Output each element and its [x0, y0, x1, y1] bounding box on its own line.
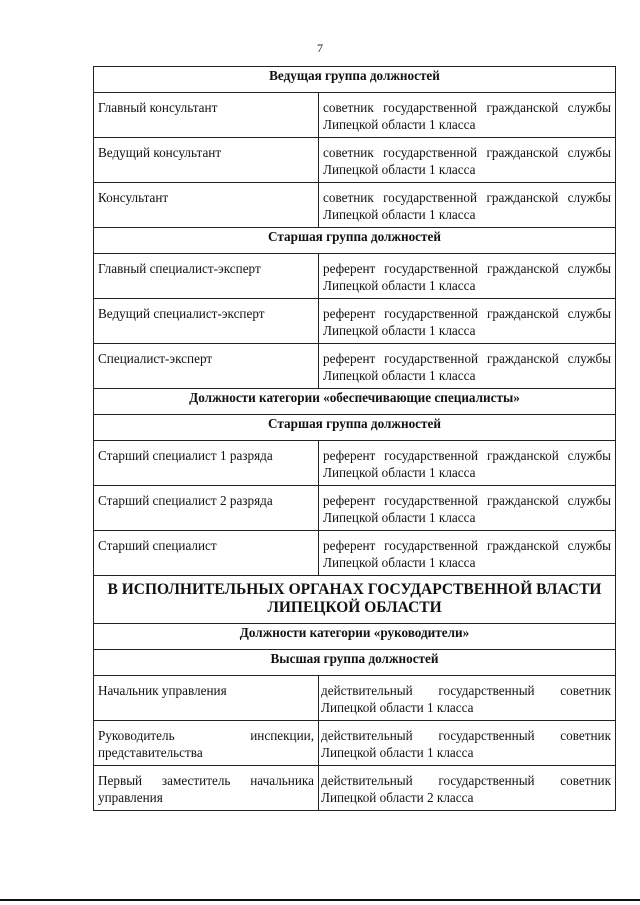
position-cell: Ведущий консультант: [94, 138, 319, 183]
category-header-row: [94, 624, 616, 650]
position-cell: Первый заместитель начальника управления: [94, 766, 319, 811]
position-cell: Специалист-эксперт: [94, 344, 319, 389]
group-header: Старшая группа должностей: [94, 228, 616, 254]
rank-cell: советник государственной гражданской службы Липецкой области 1 класса: [319, 183, 616, 228]
rank-cell: советник государственной гражданской службы Липецкой области 1 класса: [319, 138, 616, 183]
table-row: [94, 254, 616, 299]
group-header: Высшая группа должностей: [94, 650, 616, 676]
section-title: В ИСПОЛНИТЕЛЬНЫХ ОРГАНАХ ГОСУДАРСТВЕННОЙ ВЛАСТИ ЛИПЕЦКОЙ ОБЛАСТИ: [94, 576, 616, 624]
position-cell: Ведущий специалист-эксперт: [94, 299, 319, 344]
table-row: [94, 676, 616, 721]
group-header: Старшая группа должностей: [94, 415, 616, 441]
group-header: Ведущая группа должностей: [94, 67, 616, 93]
ranks-table: [93, 66, 616, 811]
group-header-row: [94, 415, 616, 441]
section-title-row: [94, 576, 616, 624]
rank-cell: референт государственной гражданской службы Липецкой области 1 класса: [319, 299, 616, 344]
table-row: [94, 441, 616, 486]
group-header-row: [94, 228, 616, 254]
rank-cell: референт государственной гражданской службы Липецкой области 1 класса: [319, 486, 616, 531]
rank-cell: референт государственной гражданской службы Липецкой области 1 класса: [319, 254, 616, 299]
rank-cell: действительный государственный советник Липецкой области 1 класса: [319, 721, 616, 766]
category-header-row: [94, 389, 616, 415]
rank-cell: референт государственной гражданской службы Липецкой области 1 класса: [319, 531, 616, 576]
position-cell: Начальник управления: [94, 676, 319, 721]
table-row: [94, 766, 616, 811]
category-header: Должности категории «руководители»: [94, 624, 616, 650]
position-cell: Старший специалист 2 разряда: [94, 486, 319, 531]
position-cell: Главный специалист-эксперт: [94, 254, 319, 299]
position-cell: Главный консультант: [94, 93, 319, 138]
position-cell: Руководитель инспекции, представительства: [94, 721, 319, 766]
position-cell: Старший специалист 1 разряда: [94, 441, 319, 486]
position-cell: Консультант: [94, 183, 319, 228]
rank-cell: советник государственной гражданской службы Липецкой области 1 класса: [319, 93, 616, 138]
table-row: [94, 183, 616, 228]
rank-cell: действительный государственный советник Липецкой области 1 класса: [319, 676, 616, 721]
table-row: [94, 344, 616, 389]
rank-cell: действительный государственный советник Липецкой области 2 класса: [319, 766, 616, 811]
rank-cell: референт государственной гражданской службы Липецкой области 1 класса: [319, 344, 616, 389]
page-bottom-rule: [0, 899, 640, 901]
group-header-row: [94, 67, 616, 93]
table-row: [94, 531, 616, 576]
table-row: [94, 299, 616, 344]
table-row: [94, 721, 616, 766]
category-header: Должности категории «обеспечивающие специалисты»: [94, 389, 616, 415]
position-cell: Старший специалист: [94, 531, 319, 576]
page-number: 7: [317, 41, 323, 55]
group-header-row: [94, 650, 616, 676]
table-row: [94, 93, 616, 138]
table-row: [94, 486, 616, 531]
rank-cell: референт государственной гражданской службы Липецкой области 1 класса: [319, 441, 616, 486]
table-row: [94, 138, 616, 183]
